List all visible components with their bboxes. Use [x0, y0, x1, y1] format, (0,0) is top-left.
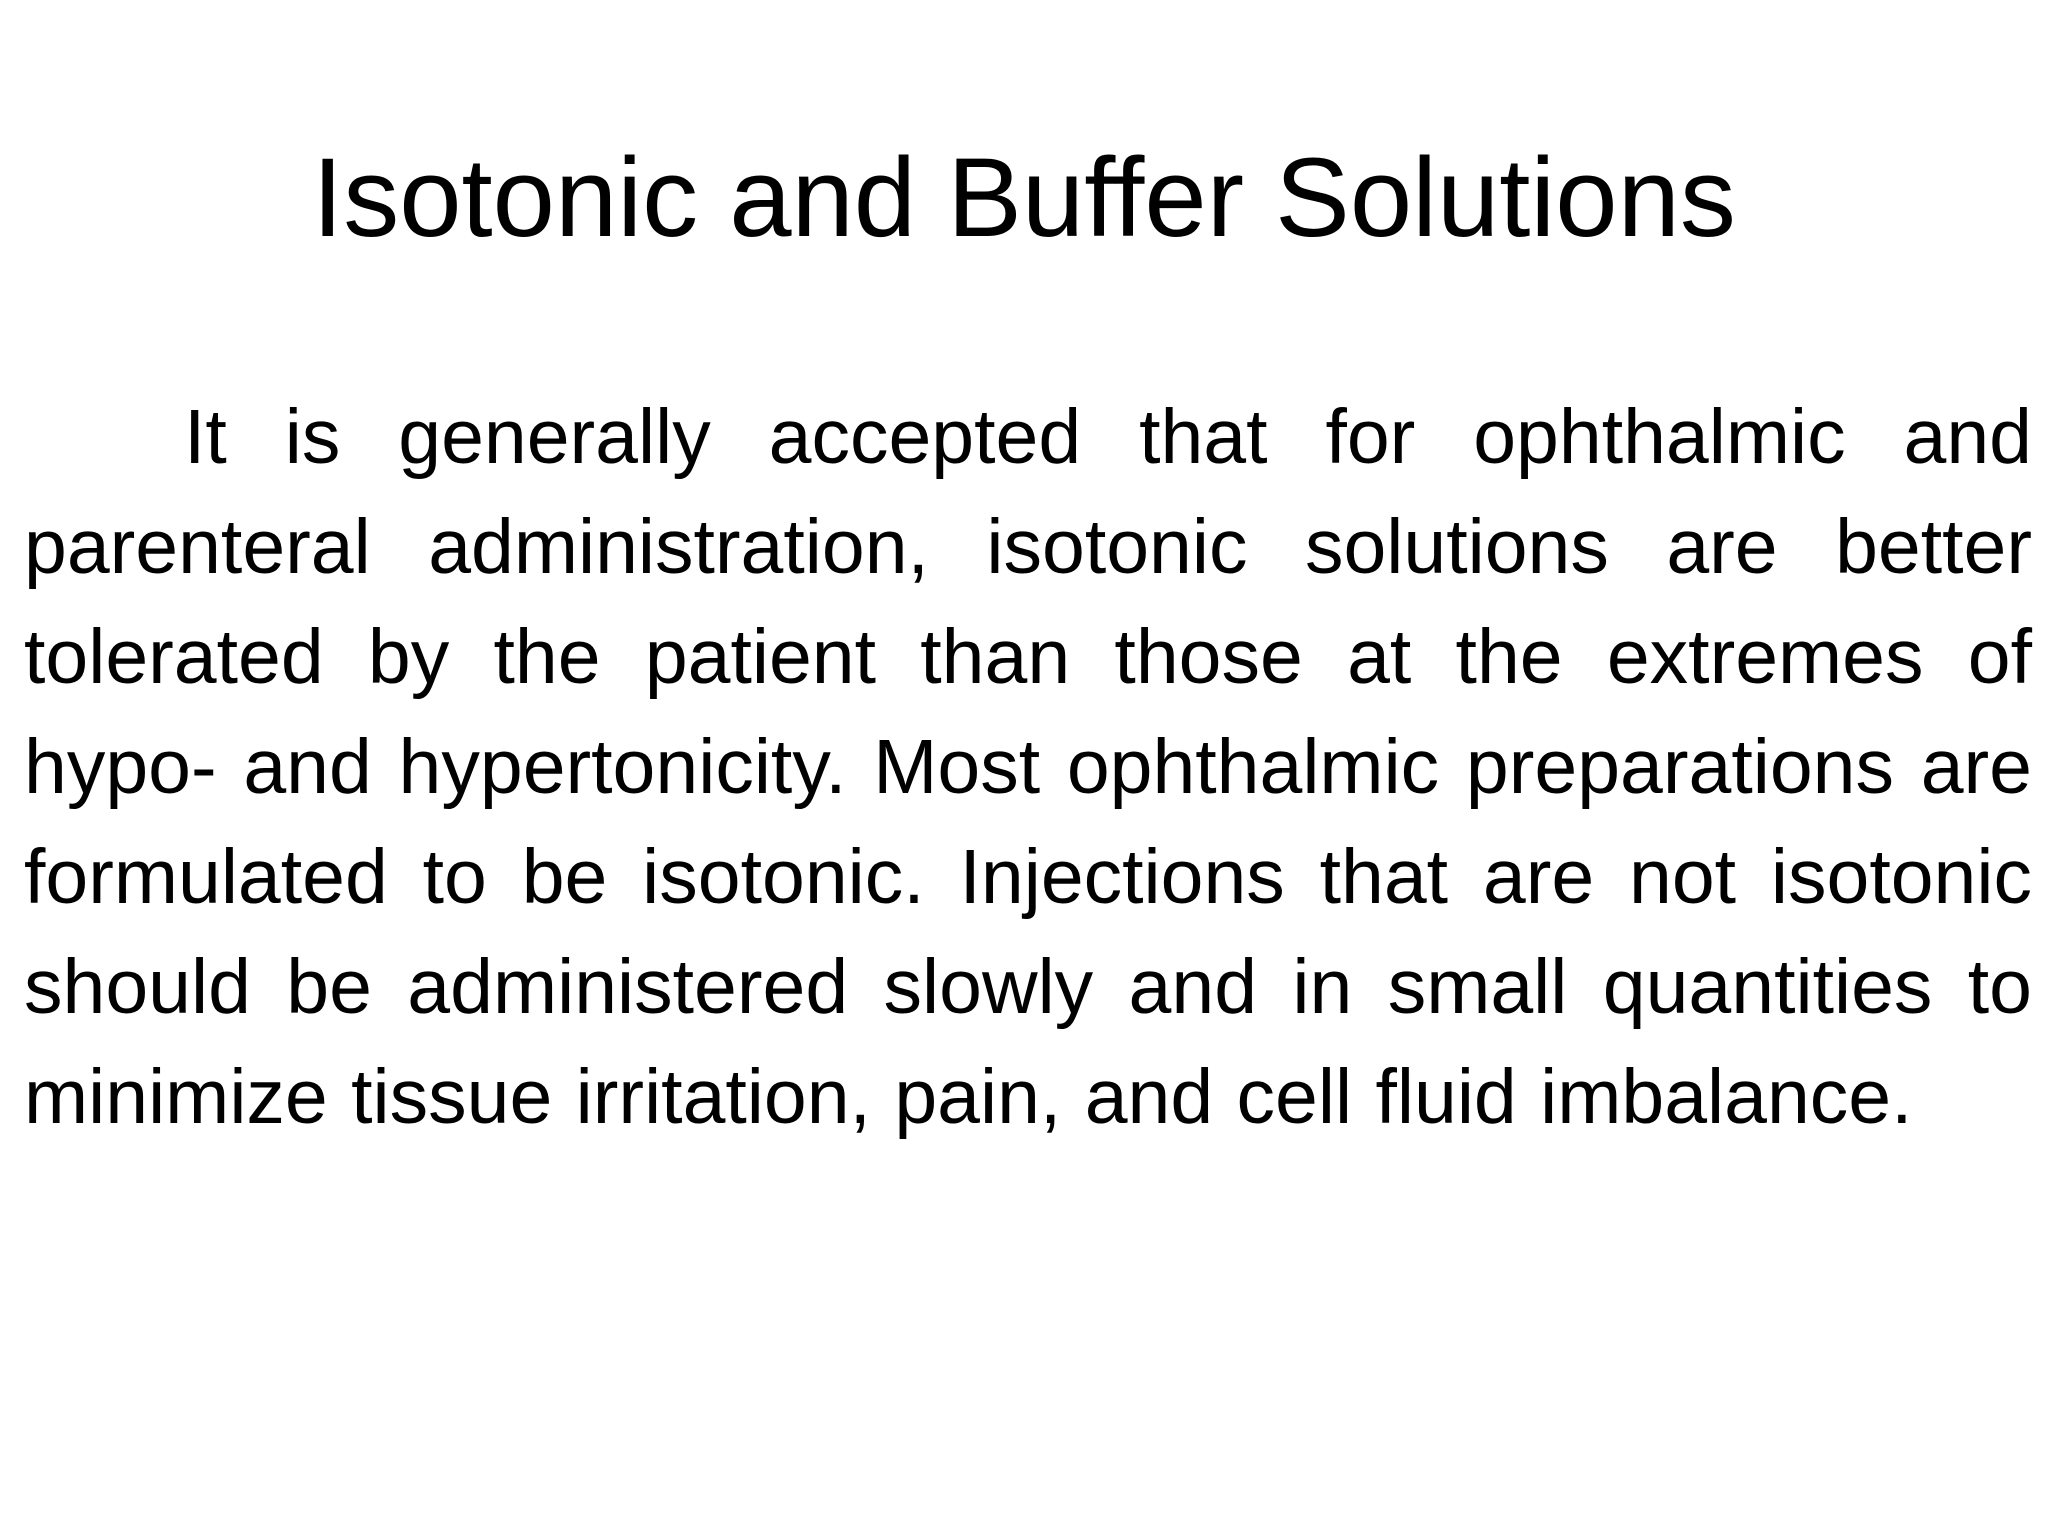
- slide-body-text: It is generally accepted that for ophthalmic and parenteral administration, isotonic solutions are better tolerated by the patient than those at the extremes of hypo- and hypertonicity. Most ophthalmic preparations are formulated to be isotonic. Injections that are not isotonic should be administered slowly and in small quantities to minimize tissue irritation, pain, and cell fluid imbalance.: [24, 394, 2032, 1140]
- slide-title: Isotonic and Buffer Solutions: [312, 135, 1736, 260]
